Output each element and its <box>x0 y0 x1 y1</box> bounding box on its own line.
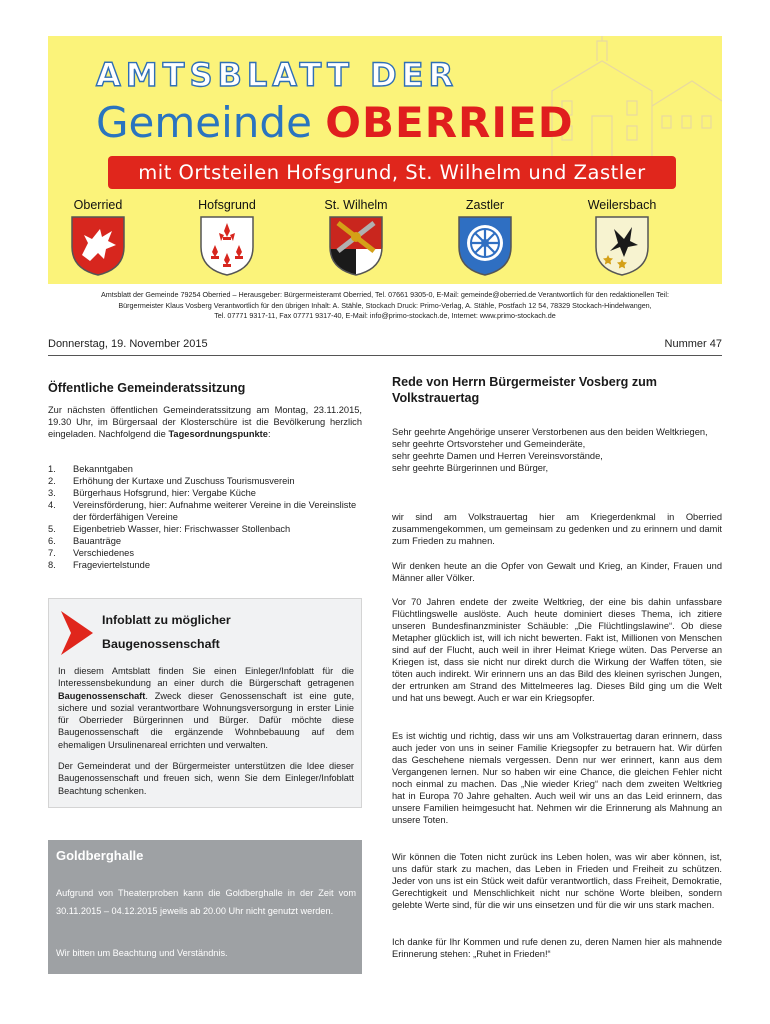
speech-paragraph: Wir denken heute an die Opfer von Gewalt und Krieg, an Kinder, Frauen und Männer aller Völker. <box>392 561 722 583</box>
infoblatt-title <box>102 608 352 656</box>
masthead-title-line1: AMTSBLATT DER <box>96 56 459 94</box>
speech-paragraph: Vor 70 Jahren endete der zweite Weltkrieg, der eine bis dahin unfassbare Flüchtlingswelle auslöste. Auch heute dominiert dieses Thema, ich zitiere unseren Bundesfinanzminister Schäuble: „Die Flüchtlingslawine“. Ob diese Metapher glücklich ist, will ich nicht bewerten. Fakt ist, Millionen von Menschen sind auf der Flucht, auch weil in ihrer Heimat Kriege wüten. Das Perverse an Kriegen ist, dass sie nicht nur direkt durch die Wirkung der Waffen töten, sie töten auch indirekt. Wir erinnern uns an das Bild des kleinen syrischen Jungen, der ertrunken am Strand des Mittelmeeres lag. Dieses Bild ging um die Welt und hat uns bewegt. Auch er war ein Kriegsopfer. <box>392 597 722 703</box>
agenda-number: 7. <box>48 548 56 558</box>
intro-end: : <box>267 429 271 439</box>
agenda-item <box>48 547 362 559</box>
red-arrow-icon <box>59 611 93 655</box>
crest-label: St. Wilhelm <box>324 198 388 212</box>
goldberghalle-title: Goldberghalle <box>56 848 144 863</box>
infoblatt-bold: Baugenossenschaft <box>58 690 146 701</box>
imprint-line: Amtsblatt der Gemeinde 79254 Oberried – Herausgeber: Bürgermeisteramt Oberried, Tel. 07661 9305-0, E-Mail: gemeinde@oberried.de Verantwortlich für den redaktionellen Teil: <box>101 290 669 299</box>
agenda-item <box>48 535 362 547</box>
crest-st-wilhelm <box>316 196 396 277</box>
agenda-number: 5. <box>48 524 56 534</box>
issue-dateline <box>48 337 722 356</box>
agenda-text: Bauanträge <box>73 536 122 546</box>
speech-paragraph: wir sind am Volkstrauertag hier am Kriegerdenkmal in Oberried zusammengekommen, um gemeinsam zu gedenken und zu erinnern und damit zum Frieden zu mahnen. <box>392 512 722 546</box>
masthead-banner: mit Ortsteilen Hofsgrund, St. Wilhelm und Zastler <box>108 156 676 189</box>
agenda-text: Bürgerhaus Hofsgrund, hier: Vergabe Küche <box>73 488 256 498</box>
goldberghalle-paragraph: Aufgrund von Theaterproben kann die Goldberghalle in der Zeit vom 30.11.2015 – 04.12.2015 jeweils ab 20.00 Uhr nicht genutzt werden. <box>56 888 356 916</box>
gemeinderat-intro <box>48 404 362 440</box>
goldberghalle-paragraph: Wir bitten um Beachtung und Verständnis. <box>56 948 228 958</box>
agenda-item <box>48 463 362 475</box>
masthead-gemeinde: Gemeinde <box>96 98 326 147</box>
imprint-line: Bürgermeister Klaus Vosberg Verantwortlich für den übrigen Inhalt: A. Stähle, Stockach Druck: Primo-Verlag, A. Stähle, Postfach 12 54, 78329 Stockach-Hindelwangen, <box>118 300 652 310</box>
agenda-number: 1. <box>48 464 56 474</box>
infoblatt-text: In diesem Amtsblatt finden Sie einen Einleger/Infoblatt für die Interessensbekundung an einer durch die Bürgerschaft getragenen <box>58 666 354 689</box>
agenda-text: Vereinsförderung, hier: Aufnahme weiterer Vereine in die Vereinsliste der förderfähigen Vereine <box>73 500 357 522</box>
speech-paragraph: Ich danke für Ihr Kommen und rufe denen zu, deren Namen hier als mahnende Erinnerung stehen: „Ruhet in Frieden!“ <box>392 937 722 959</box>
agenda-number: 8. <box>48 560 56 570</box>
agenda-number: 3. <box>48 488 56 498</box>
gemeinderat-heading: Öffentliche Gemeinderatssitzung <box>48 381 246 395</box>
st-wilhelm-coat-of-arms-icon <box>328 215 384 277</box>
agenda-item <box>48 487 362 499</box>
greeting-line: sehr geehrte Damen und Herren Vereinsvorstände, <box>392 451 603 461</box>
crest-label: Zastler <box>465 198 505 212</box>
masthead <box>48 36 722 284</box>
infoblatt-title-line1: Infoblatt zu möglicher <box>102 613 231 627</box>
issue-date: Donnerstag, 19. November 2015 <box>48 338 208 350</box>
agenda-item <box>48 499 362 523</box>
crest-weilersbach <box>582 196 662 277</box>
intro-bold: Tagesordnungspunkte <box>168 429 268 439</box>
hofsgrund-coat-of-arms-icon <box>199 215 255 277</box>
greeting-line: Sehr geehrte Angehörige unserer Verstorbenen aus den beiden Weltkriegen, <box>392 427 708 437</box>
masthead-title-line2 <box>96 98 574 147</box>
crest-label: Oberried <box>73 198 123 212</box>
crest-oberried <box>58 196 138 277</box>
crest-label: Weilersbach <box>587 198 657 212</box>
speech-paragraph: Es ist wichtig und richtig, dass wir uns am Volkstrauertag daran erinnern, dass auch jeder von uns in seiner Familie Kriegsopfer zu betrauern hat. Wir dürfen das Geschehene niemals vergessen. Denn nur wer erinnert, kann aus dem Vergangenen lernen. Nur so haben wir eine Chance, die gleichen Fehler nicht noch einmal zu machen. Das „Nie wieder Krieg“ nach dem zweiten Weltkrieg hat in Europa 70 Jahre gehalten. Auch weil wir uns an das Leid erinnern, das unsere Familien heimgesucht hat. Nehmen wir die Erinnerung als Mahnung an unsere Toten. <box>392 731 722 825</box>
infoblatt-box <box>48 598 362 808</box>
agenda-text: Frageviertelstunde <box>73 560 150 570</box>
crest-hofsgrund <box>187 196 267 277</box>
agenda-text: Verschiedenes <box>73 548 134 558</box>
agenda-list <box>48 463 362 571</box>
greeting-line: sehr geehrte Ortsvorsteher und Gemeinderäte, <box>392 439 586 449</box>
greeting-line: sehr geehrte Bürgerinnen und Bürger, <box>392 463 549 473</box>
weilersbach-coat-of-arms-icon <box>594 215 650 277</box>
intro-text: Zur nächsten öffentlichen Gemeinderatssitzung am Montag, 23.11.2015, 19.30 Uhr, im Bürgersaal der Klosterschüre ist die Bevölkerung herzlich eingeladen. Nachfolgend die <box>48 405 362 439</box>
agenda-text: Bekanntgaben <box>73 464 133 474</box>
agenda-item <box>48 475 362 487</box>
infoblatt-paragraph <box>58 665 354 751</box>
infoblatt-text: . Zweck dieser Genossenschaft ist eine gute, sichere und sozial verantwortbare Wohnungsversorgung in erster Linie für Oberrieder Bürgerinnen und Bürger. Dafür möchte diese Baugenossenschaft die ergänzende Wohnbebauung auf dem ehemaligen Ursulinenareal errichten und verwalten. <box>58 690 354 750</box>
agenda-item <box>48 559 362 571</box>
speech-heading: Rede von Herrn Bürgermeister Vosberg zum Volkstrauertag <box>392 375 658 405</box>
goldberghalle-box <box>48 840 362 974</box>
agenda-number: 6. <box>48 536 56 546</box>
crest-label: Hofsgrund <box>198 198 256 212</box>
infoblatt-paragraph: Der Gemeinderat und der Bürgermeister unterstützen die Idee dieser Baugenossenschaft und freuen sich, wenn Sie dem Einleger/Infoblatt Beachtung schenken. <box>58 761 354 796</box>
zastler-coat-of-arms-icon <box>457 215 513 277</box>
agenda-item <box>48 523 362 535</box>
agenda-text: Eigenbetrieb Wasser, hier: Frischwasser Stollenbach <box>73 524 291 534</box>
crest-zastler <box>445 196 525 277</box>
imprint <box>48 290 722 322</box>
oberried-coat-of-arms-icon <box>70 215 126 277</box>
imprint-line: Tel. 07771 9317-11, Fax 07771 9317-40, E-Mail: info@primo-stockach.de, Internet: www.primo-stockach.de <box>214 311 556 321</box>
infoblatt-title-line2: Baugenossenschaft <box>102 637 220 651</box>
agenda-number: 2. <box>48 476 56 486</box>
speech-greeting <box>392 426 722 474</box>
issue-number: Nummer 47 <box>664 338 722 350</box>
masthead-oberried: OBERRIED <box>325 98 574 147</box>
speech-paragraph: Wir können die Toten nicht zurück ins Leben holen, was wir aber können, ist, uns dafür stark zu machen, das Leben in Frieden und Freiheit zu schützen. Jeder von uns ist ein Stück weit dafür verantwortlich, dass Freiheit, Demokratie, Gerechtigkeit und Menschlichkeit nicht nur schöne Worte bleiben, sondern gelebte Werte sind, für die wir uns einsetzen und für die wir uns stark machen. <box>392 852 722 910</box>
agenda-number: 4. <box>48 500 56 510</box>
agenda-text: Erhöhung der Kurtaxe und Zuschuss Tourismusverein <box>73 476 295 486</box>
